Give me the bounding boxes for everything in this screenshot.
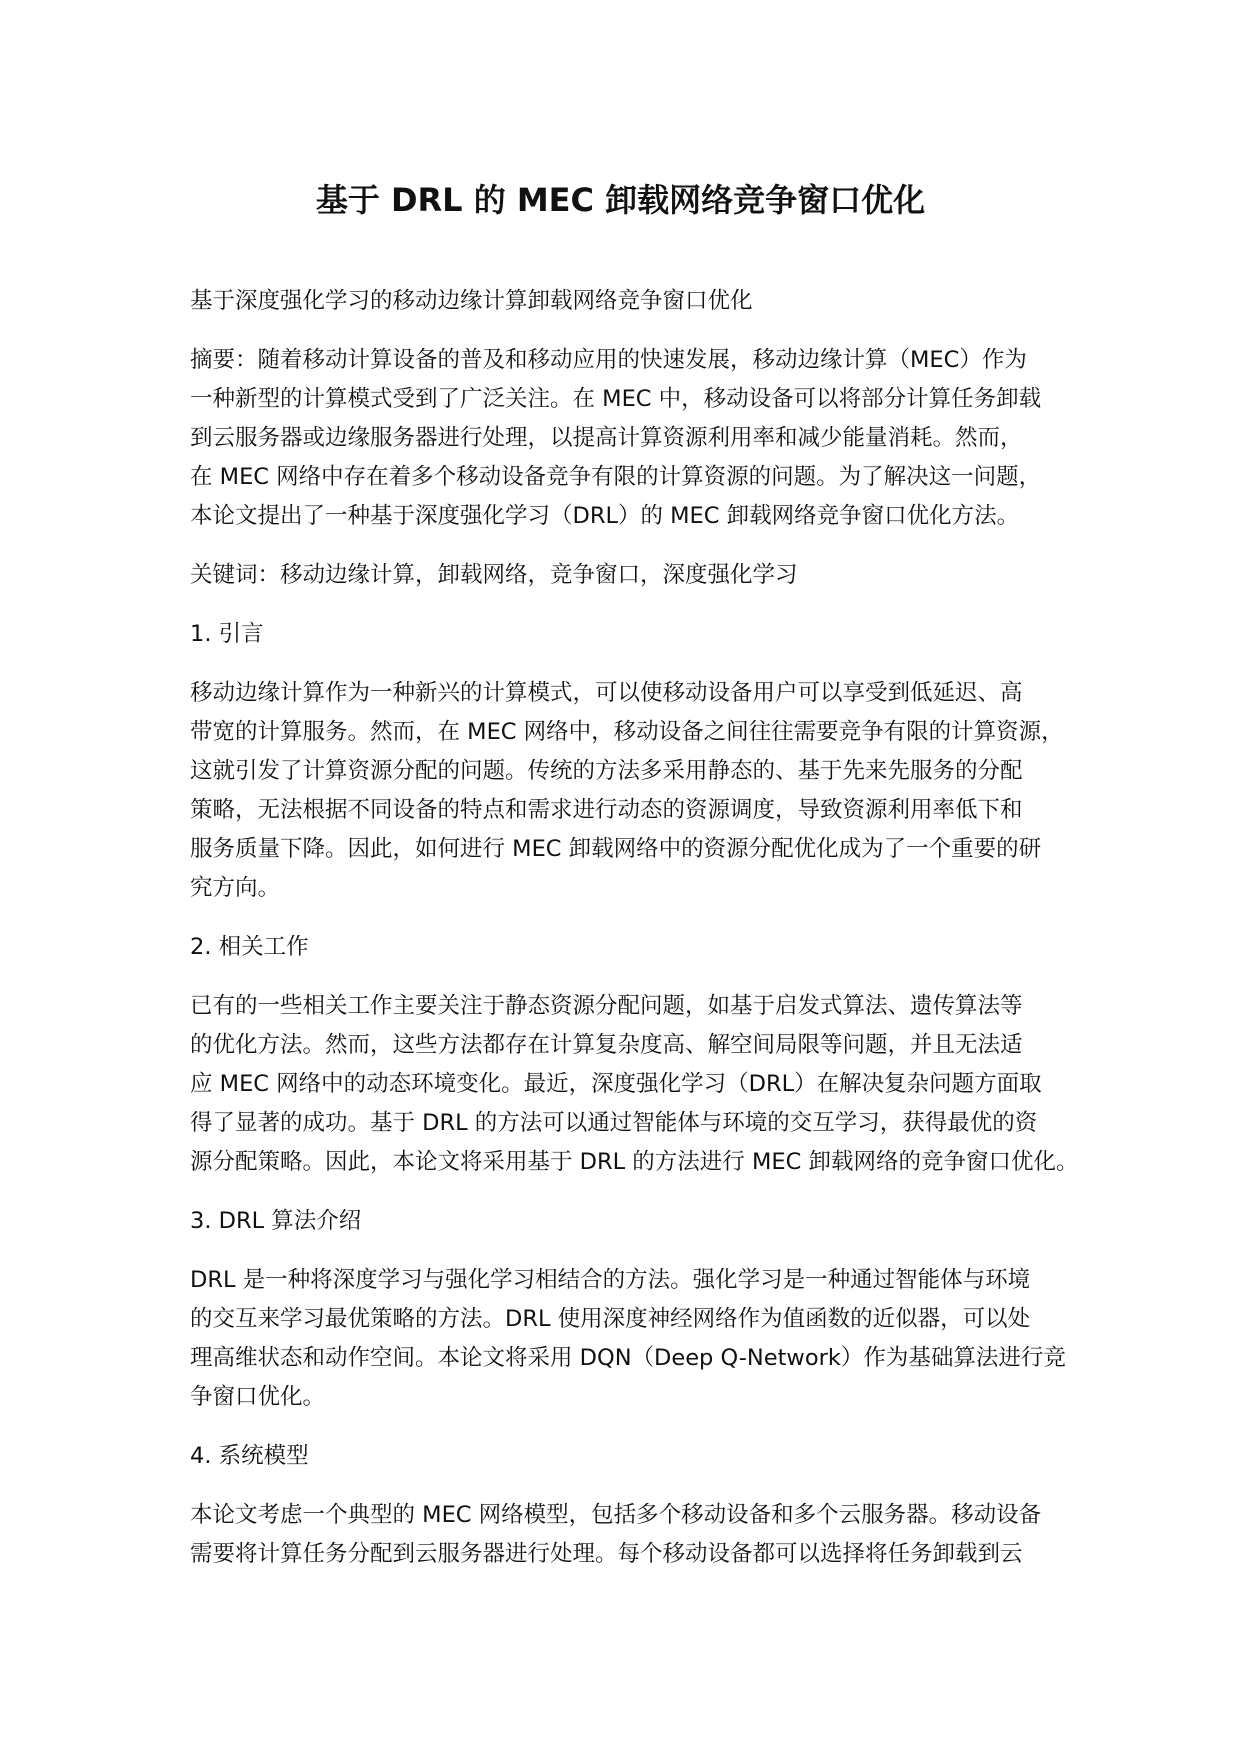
text-line: 3. DRL 算法介绍 [190, 1208, 362, 1234]
text-line: 1. 引言 [190, 621, 264, 647]
paragraph [190, 1437, 1070, 1476]
paragraph [190, 928, 1070, 967]
text-line: 究方向。 [190, 875, 281, 901]
text-line: 的优化方法。然而，这些方法都存在计算复杂度高、解空间局限等问题，并且无法适 [190, 1032, 1023, 1058]
text-line: 基于深度强化学习的移动边缘计算卸载网络竞争窗口优化 [190, 288, 753, 314]
text-line: 需要将计算任务分配到云服务器进行处理。每个移动设备都可以选择将任务卸载到云 [190, 1541, 1023, 1567]
text-line: 理高维状态和动作空间。本论文将采用 DQN（Deep Q-Network）作为基础算法进行竞 [190, 1345, 1066, 1371]
text-line: 争窗口优化。 [190, 1384, 326, 1410]
paragraph [190, 1261, 1070, 1417]
paragraph [190, 615, 1070, 654]
document-title: 基于 DRL 的 MEC 卸载网络竞争窗口优化 [315, 181, 926, 219]
document-body [190, 282, 1079, 1594]
text-line: 的交互来学习最优策略的方法。DRL 使用深度神经网络作为值函数的近似器，可以处 [190, 1306, 1031, 1332]
paragraph [190, 1202, 1070, 1241]
text-line: 应 MEC 网络中的动态环境变化。最近，深度强化学习（DRL）在解决复杂问题方面取 [190, 1071, 1042, 1097]
text-line: 一种新型的计算模式受到了广泛关注。在 MEC 中，移动设备可以将部分计算任务卸载 [190, 386, 1042, 412]
paragraph [190, 341, 1070, 536]
text-line: 移动边缘计算作为一种新兴的计算模式，可以使移动设备用户可以享受到低延迟、高 [190, 680, 1023, 706]
text-line: 本论文考虑一个典型的 MEC 网络模型，包括多个移动设备和多个云服务器。移动设备 [190, 1502, 1042, 1528]
text-line: 4. 系统模型 [190, 1443, 309, 1469]
paragraph [190, 987, 1079, 1182]
text-line: 带宽的计算服务。然而，在 MEC 网络中，移动设备之间往往需要竞争有限的计算资源， [190, 719, 1064, 745]
text-line: 服务质量下降。因此，如何进行 MEC 卸载网络中的资源分配优化成为了一个重要的研 [190, 836, 1042, 862]
text-line: 摘要：随着移动计算设备的普及和移动应用的快速发展，移动边缘计算（MEC）作为 [190, 347, 1027, 373]
text-line: DRL 是一种将深度学习与强化学习相结合的方法。强化学习是一种通过智能体与环境 [190, 1267, 1031, 1293]
paragraph [190, 674, 1070, 908]
text-line: 得了显著的成功。基于 DRL 的方法可以通过智能体与环境的交互学习，获得最优的资 [190, 1110, 1038, 1136]
text-line: 这就引发了计算资源分配的问题。传统的方法多采用静态的、基于先来先服务的分配 [190, 758, 1023, 784]
paragraph [190, 1496, 1070, 1574]
paragraph [190, 282, 1070, 321]
text-line: 已有的一些相关工作主要关注于静态资源分配问题，如基于启发式算法、遗传算法等 [190, 993, 1023, 1019]
text-line: 关键词：移动边缘计算，卸载网络，竞争窗口，深度强化学习 [190, 562, 798, 588]
text-line: 源分配策略。因此，本论文将采用基于 DRL 的方法进行 MEC 卸载网络的竞争窗口优化。 [190, 1149, 1079, 1175]
text-line: 在 MEC 网络中存在着多个移动设备竞争有限的计算资源的问题。为了解决这一问题， [190, 464, 1042, 490]
paragraph [190, 556, 1070, 595]
text-line: 2. 相关工作 [190, 934, 309, 960]
text-line: 到云服务器或边缘服务器进行处理，以提高计算资源利用率和减少能量消耗。然而， [190, 425, 1023, 451]
text-line: 本论文提出了一种基于深度强化学习（DRL）的 MEC 卸载网络竞争窗口优化方法。 [190, 503, 1020, 529]
text-line: 策略，无法根据不同设备的特点和需求进行动态的资源调度，导致资源利用率低下和 [190, 797, 1023, 823]
